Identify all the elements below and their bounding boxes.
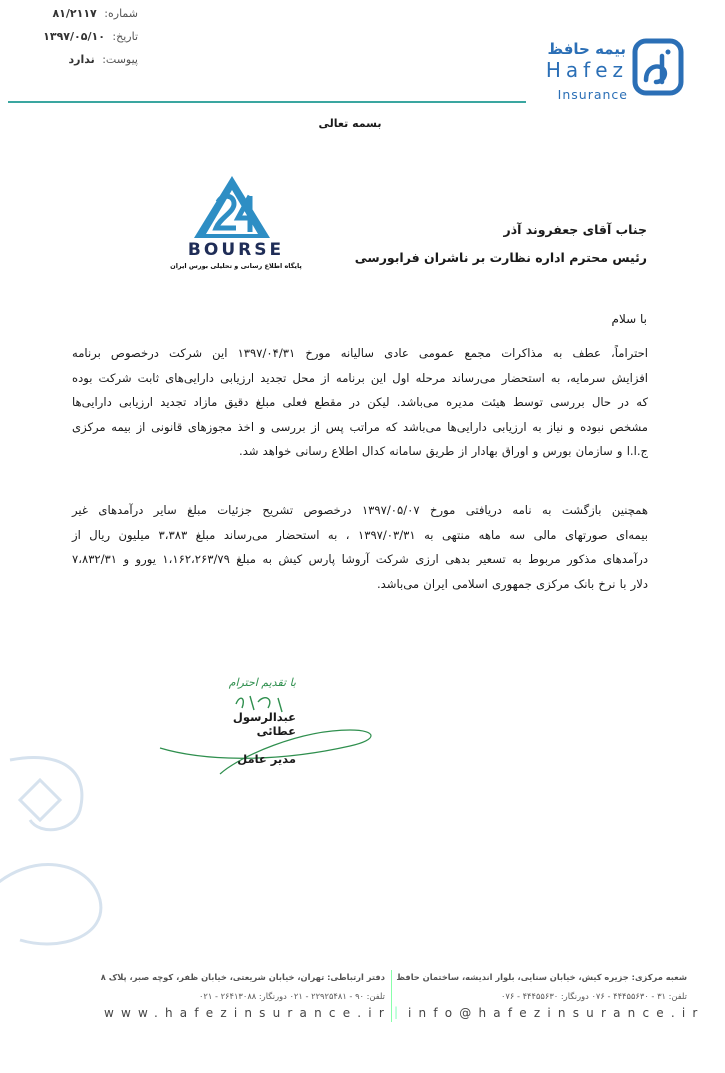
letter-number: [48, 8, 138, 19]
basmala: بسمه تعالی: [318, 117, 382, 130]
signer-role: مدیر عامل: [237, 752, 296, 766]
paragraph-line: مشخص نبوده و نیاز به ارزیابی دارایی‌ها می‌باشد که مراتب پس از بررسی و اخذ مجوزهای قانونی از بیمه مرکزی: [72, 419, 648, 434]
bourse-logo-subtitle: پایگاه اطلاع رسانی و تحلیلی بورس ایران: [170, 262, 302, 270]
addressee-title: رئیس محترم اداره نظارت بر ناشران فرابورسی: [354, 250, 647, 265]
logo-insurance-en: Insurance: [557, 87, 628, 102]
greeting: با سلام: [611, 312, 647, 326]
footer-divider: [391, 970, 392, 1022]
attachment-value: ندارد: [68, 53, 95, 66]
date-label: تاریخ:: [112, 30, 138, 43]
attachment-label: پیوست:: [102, 53, 138, 66]
number-label: شماره:: [104, 7, 138, 20]
footer-head-office-address: شعبه مرکزی: جزیره کیش، خیابان سنایی، بلوار اندیشه، ساختمان حافظ: [396, 972, 687, 982]
footer-head-office-phone: تلفن: ۳۱ - ۴۴۴۵۵۶۳۰ - ۰۷۶ دورنگار: ۴۴۴۵۵۶۳۰ - ۰۷۶: [500, 991, 687, 1001]
letter-attachment: [48, 54, 138, 65]
paragraph-line: که در حال بررسی توسط هیئت مدیره می‌باشد. لیکن در مقطع فعلی مبلغ دقیق مازاد تجدید ارزیابی دارایی‌ها: [72, 395, 648, 409]
footer-liaison-address: دفتر ارتباطی: تهران، خیابان شریعتی، خیابان ظفر، کوچه صبر، پلاک ۸: [100, 972, 385, 982]
footer-separator: |: [394, 1005, 406, 1019]
paragraph-line: درآمدهای مذکور مربوط به تسعیر بدهی ارزی شرکت آروشا پارس کیش به مبلغ ۱،۱۶۲،۲۶۳/۷۹ یورو و ۷،۸۳۲/۳۱: [72, 552, 648, 566]
bourse-logo-word: BOURSE: [187, 240, 285, 260]
date-value: ۱۳۹۷/۰۵/۱۰: [43, 30, 105, 43]
footer-email-link[interactable]: info@hafezinsurance.ir: [408, 1006, 705, 1020]
signature-handwritten-note: با تقدیم احترام: [228, 676, 296, 689]
paragraph-line: ج.ا.ا و سازمان بورس و اوراق بهادار از طریق سامانه کدال اطلاع رسانی خواهد شد.: [239, 444, 648, 458]
paragraph-line: احتراماً، عطف به مذاکرات مجمع عمومی عادی سالیانه مورخ ۱۳۹۷/۰۴/۳۱ این شرکت درخصوص برنامه: [72, 346, 649, 360]
footer-website-link[interactable]: www.hafezinsurance.ir: [104, 1006, 391, 1020]
hafez-logo-icon: [632, 38, 684, 96]
header-divider: [8, 101, 526, 103]
paragraph-line: افزایش سرمایه، به استحضار می‌رساند مرحله اول این برنامه از محل تجدید ارزیابی دارایی‌های ثابت شرکت بوده: [72, 370, 648, 385]
paragraph-line: دلار با نرخ بانک مرکزی جمهوری اسلامی ایران می‌باشد.: [377, 576, 648, 591]
logo-name-en: Hafez: [545, 58, 628, 82]
number-value: ۸۱/۲۱۱۷: [52, 7, 97, 20]
addressee-name: جناب آقای جعفروند آذر: [503, 222, 647, 237]
paragraph-line: همچنین بازگشت به نامه دریافتی مورخ ۱۳۹۷/۰۵/۰۷ درخصوص تشریح جزئیات مبلغ سایر درآمدهای غیر: [72, 503, 648, 517]
footer-liaison-phone: تلفن: ۹۰ - ۲۲۹۲۵۴۸۱ - ۰۲۱ دورنگار: ۲۶۴۱۳۰۸۸ - ۰۲۱: [198, 991, 385, 1001]
letter-date: [34, 31, 138, 42]
paragraph-line: بیمه‌ای صورتهای مالی سه ماهه منتهی به ۱۳۹۷/۰۳/۳۱ ، به استحضار می‌رساند مبلغ ۳،۳۸۳ میلیون ریال از: [72, 527, 648, 542]
logo-name-fa: بیمه حافظ: [547, 40, 626, 58]
paragraph-1: [72, 341, 648, 464]
hafez-watermark-icon: [0, 740, 150, 950]
paragraph-2: [72, 498, 648, 596]
signer-name: عبدالرسول عطائی: [232, 710, 296, 738]
